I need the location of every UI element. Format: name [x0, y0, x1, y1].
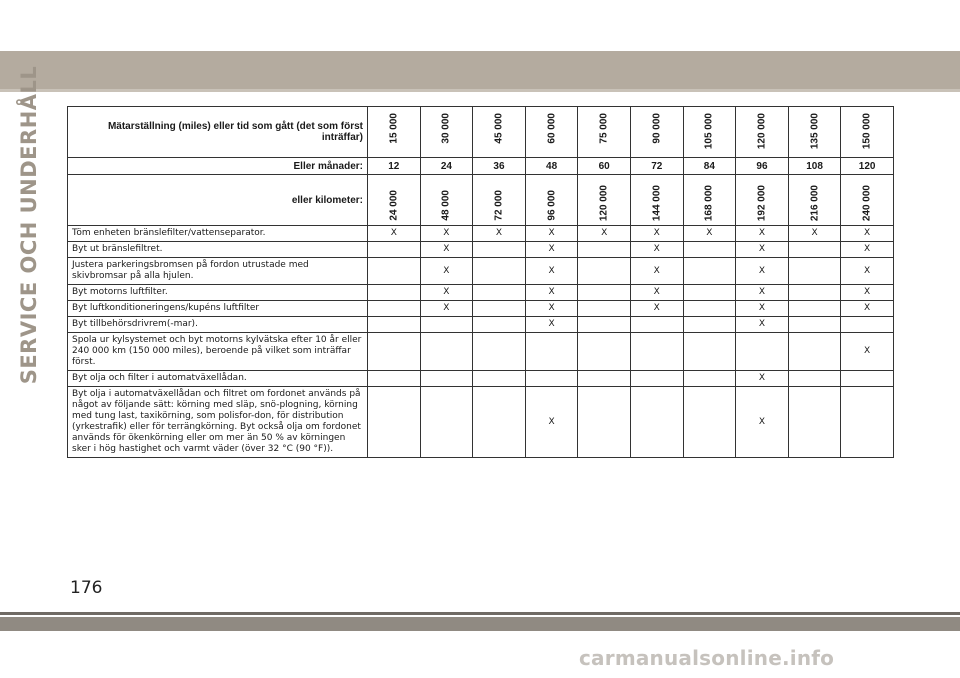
km-header-cell: [736, 175, 789, 226]
miles-value: 150 000: [861, 113, 873, 150]
service-mark: [683, 371, 736, 387]
service-mark: [683, 285, 736, 301]
km-header-cell: [525, 175, 578, 226]
service-mark: X: [841, 333, 894, 371]
service-mark: [368, 317, 421, 333]
service-mark: X: [630, 285, 683, 301]
km-header-label: eller kilometer:: [68, 175, 368, 226]
service-mark: [683, 258, 736, 285]
km-header-cell: [368, 175, 421, 226]
km-value: 216 000: [809, 184, 821, 221]
watermark: carmanualsonline.info: [579, 646, 835, 670]
km-header-cell: [578, 175, 631, 226]
months-value: 48: [525, 158, 578, 175]
miles-value: 105 000: [703, 113, 715, 150]
service-mark: X: [630, 226, 683, 242]
service-mark: [473, 242, 526, 258]
service-mark: [630, 371, 683, 387]
miles-value: 15 000: [388, 113, 400, 144]
service-mark: [630, 387, 683, 458]
miles-value: 75 000: [598, 113, 610, 144]
service-mark: [630, 333, 683, 371]
miles-header-cell: [525, 107, 578, 158]
km-value: 240 000: [861, 184, 873, 221]
km-value: 168 000: [703, 184, 715, 221]
table-row: [68, 285, 894, 301]
miles-header-cell: [368, 107, 421, 158]
service-mark: [578, 285, 631, 301]
service-mark: X: [841, 242, 894, 258]
service-mark: [788, 301, 841, 317]
service-mark: [841, 371, 894, 387]
service-mark: [368, 258, 421, 285]
table-row: [68, 242, 894, 258]
table-row: [68, 333, 894, 371]
service-mark: [420, 371, 473, 387]
service-mark: X: [841, 285, 894, 301]
service-mark: [473, 301, 526, 317]
service-mark: [473, 333, 526, 371]
service-mark: [578, 317, 631, 333]
service-mark: X: [368, 226, 421, 242]
months-value: 120: [841, 158, 894, 175]
months-value: 96: [736, 158, 789, 175]
service-mark: X: [525, 387, 578, 458]
service-mark: [683, 333, 736, 371]
service-mark: [473, 285, 526, 301]
service-mark: [368, 387, 421, 458]
miles-value: 135 000: [809, 113, 821, 150]
service-mark: [788, 371, 841, 387]
task-description: Töm enheten bränslefilter/vattenseparator.: [68, 226, 368, 242]
miles-header-label: Mätarställning (miles) eller tid som gått (det som först inträffar): [68, 107, 368, 158]
table-row: [68, 317, 894, 333]
km-value: 48 000: [440, 190, 452, 221]
service-mark: X: [630, 242, 683, 258]
service-mark: X: [420, 301, 473, 317]
service-mark: X: [525, 258, 578, 285]
miles-header-cell: [578, 107, 631, 158]
km-header-cell: [630, 175, 683, 226]
service-mark: [420, 317, 473, 333]
task-description: Byt motorns luftfilter.: [68, 285, 368, 301]
service-mark: X: [788, 226, 841, 242]
service-mark: [578, 301, 631, 317]
service-mark: [420, 387, 473, 458]
header-months-row: [68, 158, 894, 175]
miles-header-cell: [473, 107, 526, 158]
miles-value: 45 000: [493, 113, 505, 144]
top-header-band: [0, 51, 960, 89]
km-header-cell: [788, 175, 841, 226]
maintenance-schedule-table: [67, 106, 894, 458]
km-header-cell: [473, 175, 526, 226]
service-mark: X: [525, 285, 578, 301]
miles-header-cell: [841, 107, 894, 158]
service-mark: [683, 317, 736, 333]
miles-value: 60 000: [546, 113, 558, 144]
service-mark: [736, 333, 789, 371]
service-mark: [368, 333, 421, 371]
header-miles-row: [68, 107, 894, 158]
miles-value: 90 000: [651, 113, 663, 144]
service-mark: [368, 242, 421, 258]
miles-header-cell: [420, 107, 473, 158]
km-value: 144 000: [651, 184, 663, 221]
months-value: 12: [368, 158, 421, 175]
service-mark: X: [736, 317, 789, 333]
header-km-row: [68, 175, 894, 226]
table-row: [68, 226, 894, 242]
bottom-footer-band: [0, 617, 960, 631]
service-mark: X: [736, 371, 789, 387]
service-mark: X: [525, 226, 578, 242]
km-value: 120 000: [598, 184, 610, 221]
bottom-footer-line: [0, 612, 960, 615]
miles-value: 30 000: [440, 113, 452, 144]
service-mark: [683, 242, 736, 258]
table-row: [68, 301, 894, 317]
service-mark: [473, 371, 526, 387]
service-mark: X: [841, 226, 894, 242]
km-value: 72 000: [493, 190, 505, 221]
table-row: [68, 387, 894, 458]
service-mark: [420, 333, 473, 371]
service-mark: X: [841, 258, 894, 285]
task-description: Byt luftkonditioneringens/kupéns luftfilter: [68, 301, 368, 317]
service-mark: X: [420, 242, 473, 258]
service-mark: [630, 317, 683, 333]
task-description: Byt olja i automatväxellådan och filtret om fordonet används på något av följande sätt: körning med släp, snö-plogning, körning med tung last, taxikörning, som polisfor-don, för distribution (yrkestrafik) eller för terrängkörning. Byt också olja om fordonet används för ökenkörning eller om mer än 50 % av körningen sker i hög hastighet och varmt väder (över 32 °C (90 °F)).: [68, 387, 368, 458]
miles-header-cell: [683, 107, 736, 158]
service-mark: [473, 258, 526, 285]
service-mark: X: [420, 226, 473, 242]
km-value: 96 000: [546, 190, 558, 221]
service-mark: X: [736, 226, 789, 242]
service-mark: [683, 387, 736, 458]
service-mark: X: [473, 226, 526, 242]
service-mark: [578, 333, 631, 371]
service-mark: [788, 317, 841, 333]
service-mark: [788, 242, 841, 258]
service-mark: X: [525, 301, 578, 317]
service-mark: X: [630, 301, 683, 317]
service-mark: X: [736, 387, 789, 458]
service-mark: [578, 371, 631, 387]
task-description: Byt tillbehörsdrivrem(-mar).: [68, 317, 368, 333]
service-mark: [841, 317, 894, 333]
section-title-text: SERVICE OCH UNDERHÅLL: [17, 65, 41, 385]
service-mark: [578, 387, 631, 458]
service-mark: [525, 333, 578, 371]
service-mark: [578, 242, 631, 258]
miles-header-cell: [736, 107, 789, 158]
miles-value: 120 000: [756, 113, 768, 150]
service-mark: X: [736, 285, 789, 301]
months-value: 60: [578, 158, 631, 175]
service-mark: [525, 371, 578, 387]
task-description: Spola ur kylsystemet och byt motorns kylvätska efter 10 år eller 240 000 km (150 000 miles), beroende på vilket som inträffar först.: [68, 333, 368, 371]
miles-header-cell: [788, 107, 841, 158]
months-value: 24: [420, 158, 473, 175]
service-mark: X: [630, 258, 683, 285]
service-mark: X: [420, 258, 473, 285]
page-number: 176: [70, 578, 103, 598]
km-header-cell: [420, 175, 473, 226]
months-value: 72: [630, 158, 683, 175]
km-value: 24 000: [388, 190, 400, 221]
miles-header-cell: [630, 107, 683, 158]
service-mark: [788, 285, 841, 301]
months-value: 84: [683, 158, 736, 175]
service-mark: X: [736, 301, 789, 317]
service-mark: [788, 333, 841, 371]
months-value: 108: [788, 158, 841, 175]
task-description: Byt olja och filter i automatväxellådan.: [68, 371, 368, 387]
service-mark: [788, 387, 841, 458]
service-mark: X: [525, 317, 578, 333]
months-header-label: Eller månader:: [68, 158, 368, 175]
service-mark: [788, 258, 841, 285]
top-header-line: [0, 89, 960, 92]
service-mark: [578, 258, 631, 285]
service-mark: [841, 387, 894, 458]
km-header-cell: [841, 175, 894, 226]
task-description: Byt ut bränslefiltret.: [68, 242, 368, 258]
service-mark: [368, 371, 421, 387]
service-mark: X: [736, 242, 789, 258]
service-mark: [683, 301, 736, 317]
service-mark: X: [525, 242, 578, 258]
service-mark: X: [578, 226, 631, 242]
table-row: [68, 371, 894, 387]
service-mark: X: [420, 285, 473, 301]
months-value: 36: [473, 158, 526, 175]
service-mark: [368, 301, 421, 317]
service-mark: [368, 285, 421, 301]
service-mark: X: [841, 301, 894, 317]
service-mark: [473, 387, 526, 458]
km-header-cell: [683, 175, 736, 226]
task-description: Justera parkeringsbromsen på fordon utrustade med skivbromsar på alla hjulen.: [68, 258, 368, 285]
service-mark: [473, 317, 526, 333]
table-row: [68, 258, 894, 285]
service-mark: X: [683, 226, 736, 242]
service-mark: X: [736, 258, 789, 285]
km-value: 192 000: [756, 184, 768, 221]
